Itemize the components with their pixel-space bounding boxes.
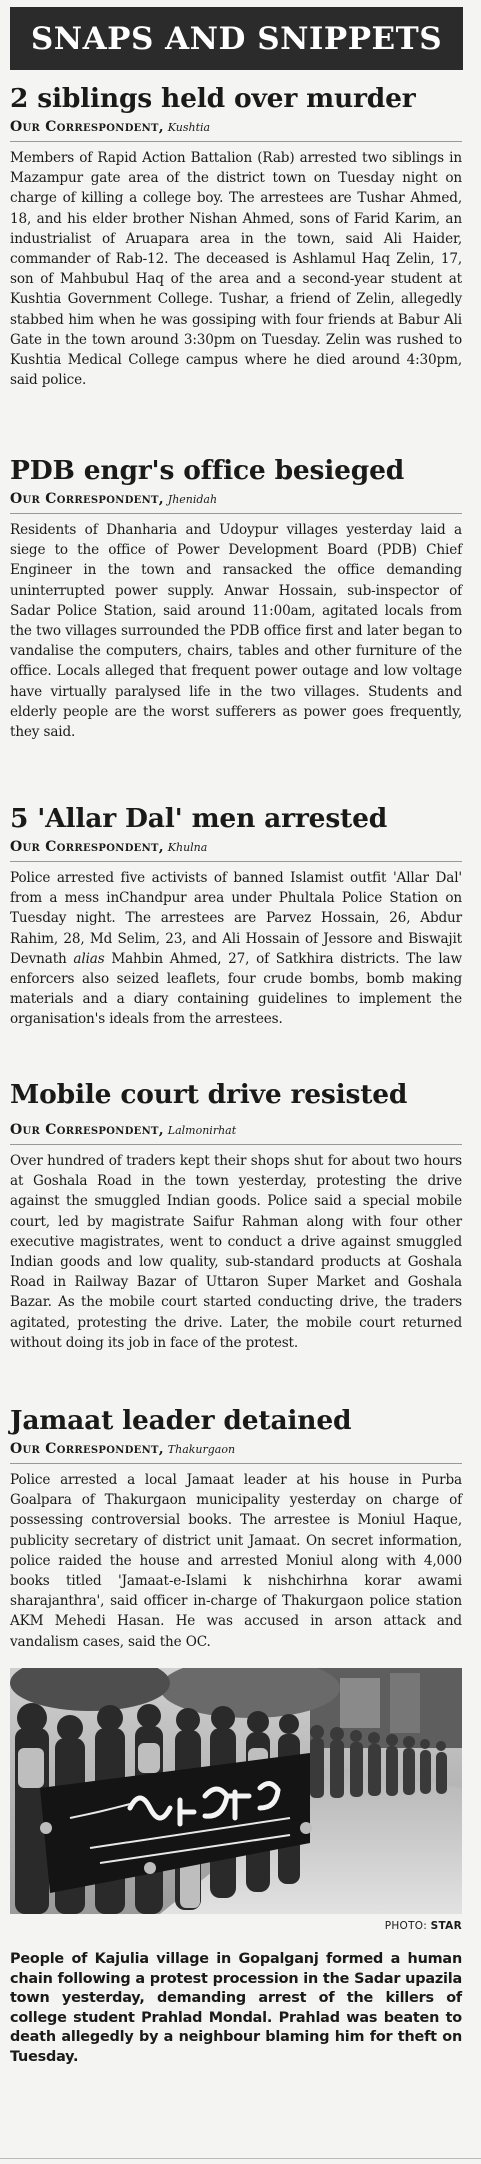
story-byline <box>10 1122 462 1139</box>
divider <box>10 141 462 142</box>
story-mobile-court <box>10 1080 462 1353</box>
story-body: Over hundred of traders kept their shops shut for about two hours at Goshala Road in the town yesterday, protesting the drive against the smuggled Indian goods. Police said a special mobile court, led by magistrate Saifur Rahman along with four other executive magistrates, went to conduct a drive against smuggled Indian goods and low quality, sub-standard products at Goshala Road in Railway Bazar of Uttaron Super Market and Goshala Bazar. As the mobile court started conducting drive, the traders agitated, protesting the drive. Later, the mobile court returned without doing its job in face of the protest. <box>10 1153 462 1351</box>
divider <box>10 1144 462 1145</box>
story-headline: Jamaat leader detained <box>10 1405 352 1436</box>
divider <box>10 513 462 514</box>
photo-credit <box>385 1920 462 1932</box>
story-body-part: Mahbin Ahmed, 27, of Satkhira districts. The law enforcers also seized leaflets, four crude bombs, bomb making materials and a diary containing guidelines to implement the organisation's ideals from the arrestees. <box>10 950 462 1028</box>
byline-correspondent: Our Correspondent, <box>10 1441 164 1457</box>
byline-correspondent: Our Correspondent, <box>10 491 164 507</box>
divider <box>10 1463 462 1464</box>
story-allar-dal <box>10 804 462 1030</box>
byline-place: Jhenidah <box>167 493 218 506</box>
byline-place: Kushtia <box>167 121 211 134</box>
story-headline: 5 'Allar Dal' men arrested <box>10 803 388 834</box>
story-body-part: Police arrested five activists of banned Islamist outfit 'Allar Dal' from a mess inChandpur area under Phultala Police Station on Tuesday night. The arrestees are Parvez Hossain, 26, Abdur Rahim, 28, Md Selim, 23, and Ali Hossain of Jessore and Biswajit Devnath <box>10 870 462 967</box>
divider <box>10 861 462 862</box>
story-body: Members of Rapid Action Battalion (Rab) arrested two siblings in Mazampur gate area of the district town on Tuesday night on charge of killing a college boy. The arrestees are Tushar Ahmed, 18, and his elder brother Nishan Ahmed, sons of Farid Karim, an industrialist of Aruapara area in the town, said Ali Haider, commander of Rab-12. The deceased is Ashlamul Haq Zelin, 17, son of Mahbubul Haq of the area and a second-year student at Kushtia Government College. Tushar, a friend of Zelin, allegedly stabbed him when he was gossiping with four friends at Babur Ali Gate in the town around 3:30pm on Tuesday. Zelin was rushed to Kushtia Medical College campus where he died around 4:30pm, said police. <box>10 150 462 389</box>
story-body-alias: alias <box>73 950 105 967</box>
section-banner: SNAPS AND SNIPPETS <box>10 7 463 70</box>
story-pdb-office <box>10 456 462 742</box>
byline-correspondent: Our Correspondent, <box>10 119 164 135</box>
byline-place: Lalmonirhat <box>167 1124 237 1137</box>
byline-correspondent: Our Correspondent, <box>10 839 164 855</box>
photo-credit-source: STAR <box>430 1920 462 1932</box>
story-headline: 2 siblings held over murder <box>10 83 416 114</box>
story-byline <box>10 119 462 136</box>
protest-photo <box>10 1668 462 1914</box>
story-byline <box>10 1441 462 1458</box>
story-byline <box>10 839 462 856</box>
byline-correspondent: Our Correspondent, <box>10 1122 164 1138</box>
byline-place: Thakurgaon <box>167 1443 236 1456</box>
story-jamaat-leader <box>10 1406 462 1652</box>
story-headline: Mobile court drive resisted <box>10 1079 408 1110</box>
story-headline: PDB engr's office besieged <box>10 455 405 486</box>
byline-place: Khulna <box>167 841 208 854</box>
photo-caption: People of Kajulia village in Gopalganj formed a human chain following a protest procession in the Sadar upazila town yesterday, demanding arrest of the killers of college student Prahlad Mondal. Prahlad was beaten to death allegedly by a neighbour blaming him for theft on Tuesday. <box>10 1951 462 2065</box>
photo-credit-label: PHOTO: <box>384 1920 428 1932</box>
story-body: Police arrested a local Jamaat leader at his house in Purba Goalpara of Thakurgaon municipality yesterday on charge of possessing controversial books. The arrestee is Moniul Haque, publicity secretary of district unit Jamaat. On secret information, police raided the house and arrested Moniul along with 4,000 books titled 'Jamaat-e-Islami k nishchirhna korar awami sharajanthra', said officer in-charge of Thakurgaon police station AKM Mehedi Hasan. He was accused in arson attack and vandalism cases, said the OC. <box>10 1472 462 1650</box>
story-siblings-murder <box>10 84 462 390</box>
story-byline <box>10 491 462 508</box>
bottom-divider <box>0 2158 481 2159</box>
story-body: Residents of Dhanharia and Udoypur villages yesterday laid a siege to the office of Power Development Board (PDB) Chief Engineer in the town and ransacked the office demanding uninterrupted power supply. Anwar Hossain, sub-inspector of Sadar Police Station, said around 11:00am, agitated locals from the two villages surrounded the PDB office first and later began to vandalise the computers, chairs, tables and other furniture of the office. Locals alleged that frequent power outage and low voltage have virtually paralysed life in the two villages. Students and elderly people are the worst sufferers as power goes frequently, they said. <box>10 522 462 741</box>
story-body <box>10 868 462 1030</box>
